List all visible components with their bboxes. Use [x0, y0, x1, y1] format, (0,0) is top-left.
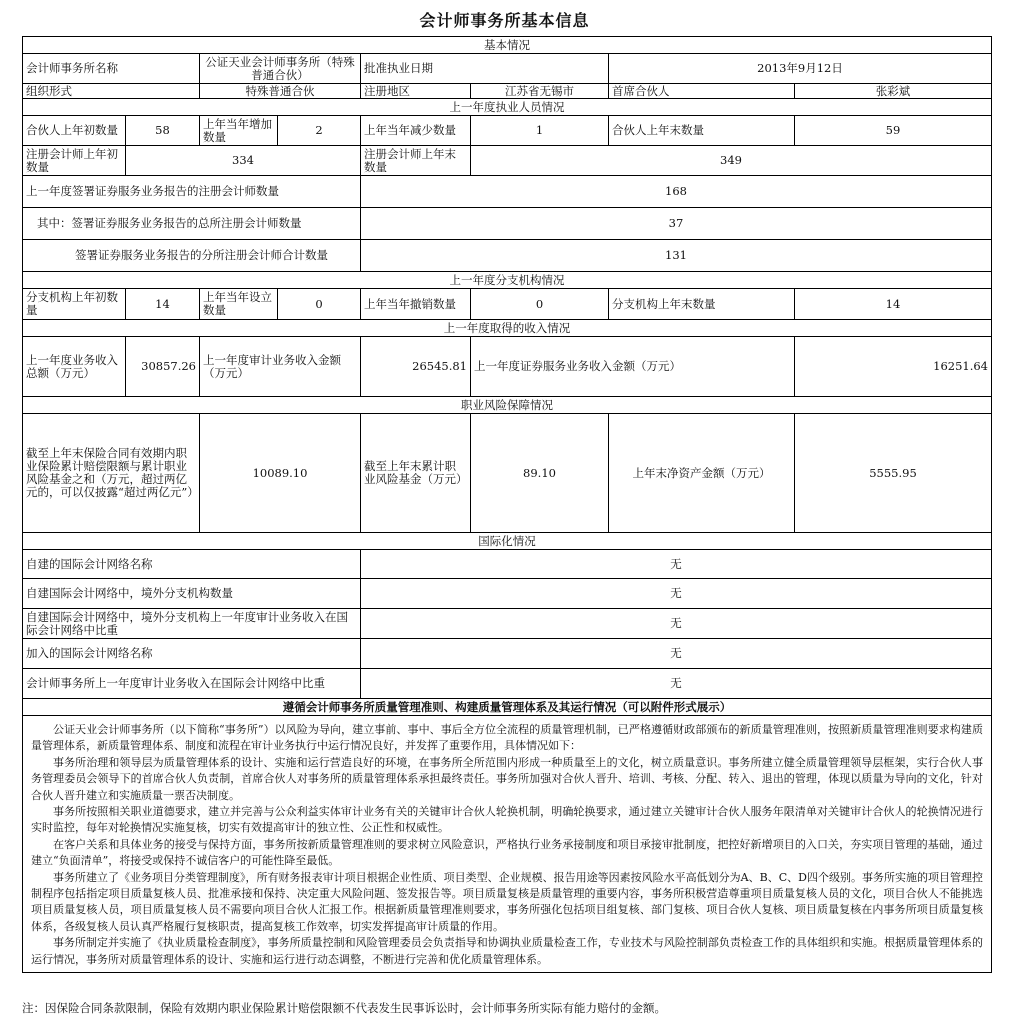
- intl-row-value: 无: [361, 550, 992, 579]
- quality-heading: 遵循会计师事务所质量管理准则、构建质量管理体系及其运行情况（可以附件形式展示）: [23, 699, 992, 716]
- cpa-begin-value: 334: [126, 146, 361, 176]
- net-assets-value: 5555.95: [795, 414, 992, 533]
- sec-hq-value: 37: [361, 208, 992, 240]
- intl-row-value: 无: [361, 669, 992, 699]
- section-income: 上一年度取得的收入情况: [23, 320, 992, 337]
- sec-cpa-value: 168: [361, 176, 992, 208]
- branches-end-label: 分支机构上年末数量: [609, 289, 795, 320]
- intl-row-label: 自建国际会计网络中，境外分支机构数量: [23, 579, 361, 609]
- income-audit-label: 上一年度审计业务收入金额（万元）: [200, 337, 361, 397]
- branches-added-label: 上年当年设立数量: [200, 289, 278, 320]
- intl-row-value: 无: [361, 579, 992, 609]
- partners-end-value: 59: [795, 116, 992, 146]
- cpa-end-value: 349: [471, 146, 992, 176]
- quality-paragraph: 在客户关系和具体业务的接受与保持方面，事务所按新质量管理准则的要求树立风险意识，严格执行业务承接制度和项目承接审批制度，把控好新增项目的入口关，夯实项目管理的基础，通过建立“负面清单”，将接受或保持不诚信客户的可能性降至最低。: [31, 837, 983, 868]
- partners-reduced-value: 1: [471, 116, 609, 146]
- intl-row-label: 会计师事务所上一年度审计业务收入在国际会计网络中比重: [23, 669, 361, 699]
- firm-name-value: 公证天业会计师事务所（特殊普通合伙）: [200, 54, 361, 84]
- branches-added-value: 0: [278, 289, 361, 320]
- approval-date-label: 批准执业日期: [361, 54, 609, 84]
- quality-body: [23, 716, 992, 973]
- org-form-label: 组织形式: [23, 84, 200, 99]
- section-risk: 职业风险保障情况: [23, 397, 992, 414]
- section-intl: 国际化情况: [23, 533, 992, 550]
- approval-date-value: 2013年9月12日: [609, 54, 992, 84]
- branches-revoked-label: 上年当年撤销数量: [361, 289, 471, 320]
- sec-hq-label: 其中：签署证券服务业务报告的总所注册会计师数量: [23, 208, 361, 240]
- risk-fund-value: 89.10: [471, 414, 609, 533]
- section-basic: 基本情况: [23, 37, 992, 54]
- org-form-value: 特殊普通合伙: [200, 84, 361, 99]
- insurance-value: 10089.10: [200, 414, 361, 533]
- intl-row-label: 自建的国际会计网络名称: [23, 550, 361, 579]
- partners-reduced-label: 上年当年减少数量: [361, 116, 471, 146]
- section-branches: 上一年度分支机构情况: [23, 272, 992, 289]
- partners-added-value: 2: [278, 116, 361, 146]
- income-total-label: 上一年度业务收入总额（万元）: [23, 337, 126, 397]
- intl-row-value: 无: [361, 639, 992, 669]
- partners-added-label: 上年当年增加数量: [200, 116, 278, 146]
- sec-branch-value: 131: [361, 240, 992, 272]
- sec-branch-label: 签署证券服务业务报告的分所注册会计师合计数量: [23, 240, 361, 272]
- intl-row-label: 加入的国际会计网络名称: [23, 639, 361, 669]
- quality-paragraph: 公证天业会计师事务所（以下简称“事务所”）以风险为导向，建立事前、事中、事后全方位全流程的质量管理机制，已严格遵循财政部颁布的新质量管理准则，按照新质量管理准则要求构建质量管理体系，新质量管理体系、制度和流程在审计业务执行中运行情况良好，并发挥了重要作用，具体情况如下：: [31, 723, 983, 753]
- branches-begin-value: 14: [126, 289, 200, 320]
- sec-cpa-label: 上一年度签署证券服务业务报告的注册会计师数量: [23, 176, 361, 208]
- branches-begin-label: 分支机构上年初数量: [23, 289, 126, 320]
- quality-paragraph: 事务所建立了《业务项目分类管理制度》，所有财务报表审计项目根据企业性质、项目类型、企业规模、报告用途等因素按风险水平高低划分为A、B、C、D四个级别。事务所实施的项目管理控制程序包括指定项目质量复核人员、批准承接和保持、决定重大风险问题、签发报告等。项目质量复核是质量管理的重要内容，事务所积极营造尊重项目质量复核人员的文化，项目合伙人不能挑选项目质量复核人员，项目质量复核人员不需要向项目合伙人汇报工作。根据新质量管理准则要求，事务所强化包括项目组复核、部门复核、项目合伙人复核、项目质量复核在内事务所项目质量复核体系，各级复核人员认真严格履行复核职责，提高复核工作效率，切实发挥提高审计质量的作用。: [31, 870, 983, 933]
- cpa-begin-label: 注册会计师上年初数量: [23, 146, 126, 176]
- income-securities-value: 16251.64: [795, 337, 992, 397]
- income-securities-label: 上一年度证券服务业务收入金额（万元）: [471, 337, 795, 397]
- section-staff: 上一年度执业人员情况: [23, 99, 992, 116]
- cpa-end-label: 注册会计师上年末数量: [361, 146, 471, 176]
- partners-end-label: 合伙人上年末数量: [609, 116, 795, 146]
- quality-paragraph: 事务所制定并实施了《执业质量检查制度》，事务所质量控制和风险管理委员会负责指导和协调执业质量检查工作，专业技术与风险控制部负责检查工作的具体组织和实施。根据质量管理体系的运行情况，事务所对质量管理体系的设计、实施和运行进行动态调整，不断进行完善和优化质量管理体系。: [31, 936, 983, 966]
- page-title: 会计师事务所基本信息: [419, 11, 590, 30]
- intl-row-label: 自建国际会计网络中，境外分支机构上一年度审计业务收入在国际会计网络中比重: [23, 609, 361, 639]
- branches-end-value: 14: [795, 289, 992, 320]
- income-total-value: 30857.26: [126, 337, 200, 397]
- quality-paragraph: 事务所按照相关职业道德要求，建立并完善与公众利益实体审计业务有关的关键审计合伙人轮换机制，明确轮换要求，通过建立关键审计合伙人服务年限清单对关键审计合伙人的轮换情况进行实时监控，每年对轮换情况实施复核，切实有效提高审计的独立性、公正性和权威性。: [31, 805, 983, 835]
- branches-revoked-value: 0: [471, 289, 609, 320]
- chief-partner-value: 张彩斌: [795, 84, 992, 99]
- info-table: [22, 36, 992, 973]
- partners-begin-label: 合伙人上年初数量: [23, 116, 126, 146]
- income-audit-value: 26545.81: [361, 337, 471, 397]
- reg-place-value: 江苏省无锡市: [471, 84, 609, 99]
- reg-place-label: 注册地区: [361, 84, 471, 99]
- intl-row-value: 无: [361, 609, 992, 639]
- risk-fund-label: 截至上年末累计职业风险基金（万元）: [361, 414, 471, 533]
- footnote: 注：因保险合同条款限制，保险有效期内职业保险累计赔偿限额不代表发生民事诉讼时，会计师事务所实际有能力赔付的金额。: [22, 1001, 666, 1015]
- quality-paragraph: 事务所治理和领导层为质量管理体系的设计、实施和运行营造良好的环境，在事务所全所范围内形成一种质量至上的文化，树立质量意识。事务所建立健全质量管理领导层框架，实行合伙人事务管理委员会领导下的首席合伙人负责制，首席合伙人对事务所的质量管理体系承担最终责任。事务所加强对合伙人晋升、培训、考核、分配、转入、退出的管理，体现以质量为导向的文化，针对合伙人晋升建立和实施质量一票否决制度。: [31, 755, 983, 802]
- partners-begin-value: 58: [126, 116, 200, 146]
- insurance-label: 截至上年末保险合同有效期内职业保险累计赔偿限额与累计职业风险基金之和（万元，超过两亿元的，可以仅披露“超过两亿元”）: [23, 414, 200, 533]
- firm-name-label: 会计师事务所名称: [23, 54, 200, 84]
- chief-partner-label: 首席合伙人: [609, 84, 795, 99]
- net-assets-label: 上年末净资产金额（万元）: [609, 414, 795, 533]
